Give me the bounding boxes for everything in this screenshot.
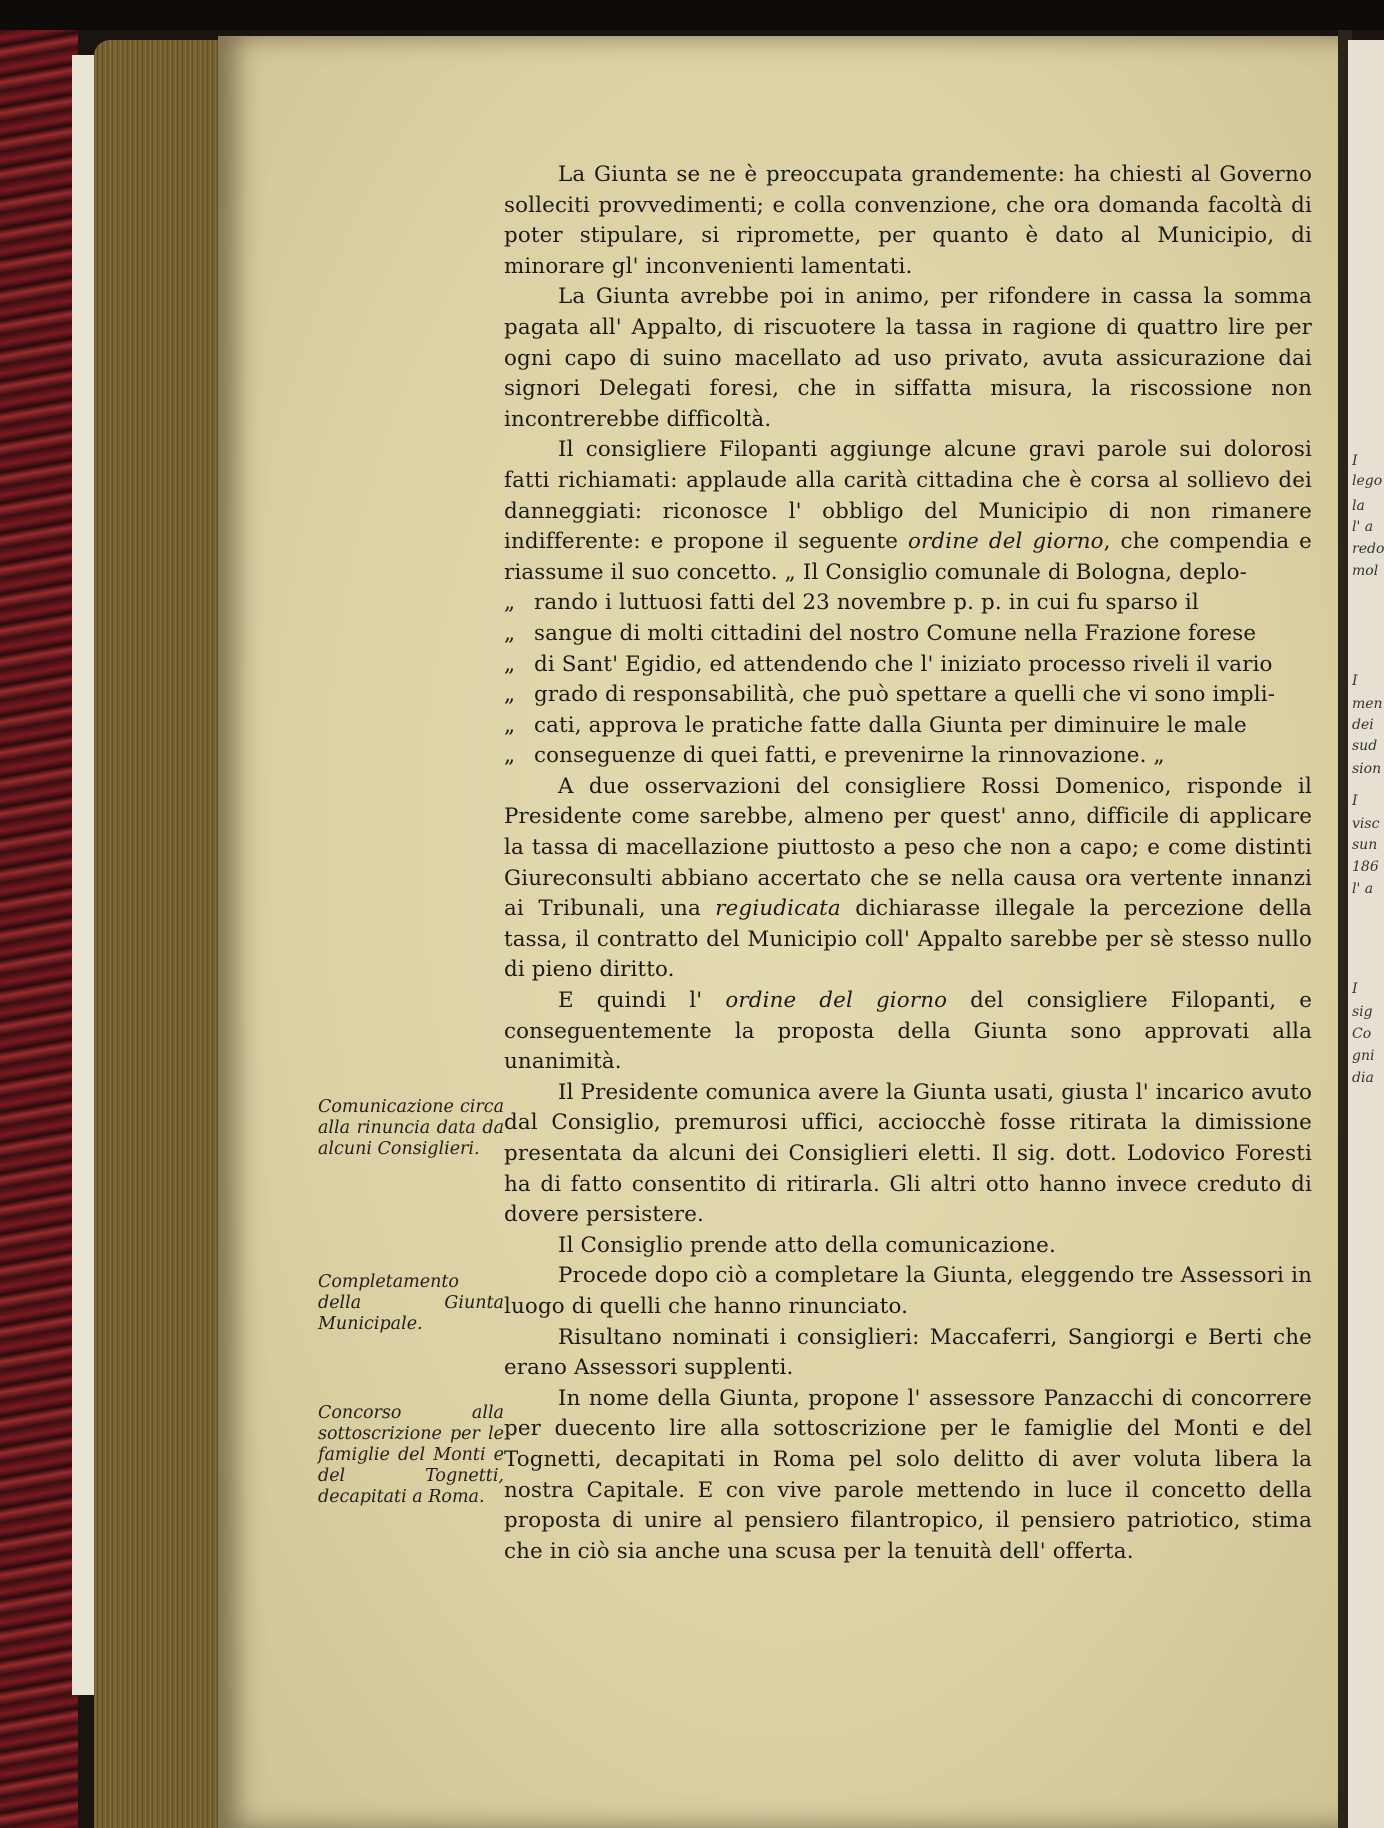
quote-line: „ sangue di molti cittadini del nostro Comune nella Frazione forese [504, 619, 1312, 650]
margin-note: Completamento della Giunta Municipale. [318, 1272, 504, 1334]
facing-page-fragment: sig [1352, 1004, 1373, 1020]
facing-page-fragment: Co [1352, 1026, 1372, 1042]
book-cover-edge [0, 30, 78, 1828]
facing-page-fragment: sud [1352, 738, 1378, 754]
paragraph: La Giunta avrebbe poi in animo, per rifondere in cassa la somma pagata all' Appalto, di riscuotere la tassa in ragione di quattro lire per ogni capo di suino macellato ad uso privato, avuta assicurazione dai signori Delegati foresi, che in siffatta misura, la riscossione non incontrerebbe difficoltà. [504, 284, 1312, 432]
quote-line: „ rando i luttuosi fatti del 23 novembre p. p. in cui fu sparso il [504, 588, 1312, 619]
paragraph-emphasis: ordine del giorno [908, 529, 1104, 555]
facing-page-fragment: visc [1352, 816, 1380, 832]
facing-page-fragment: mol [1352, 563, 1379, 579]
paragraph: Risultano nominati i consiglieri: Maccaferri, Sangiorgi e Berti che erano Assessori supplenti. [504, 1324, 1312, 1381]
facing-page-fragment: gni [1352, 1048, 1375, 1064]
page-edges [94, 40, 220, 1828]
facing-page-fragment: dia [1352, 1070, 1374, 1086]
facing-page-fragment: men [1352, 696, 1383, 712]
paragraph: La Giunta se ne è preoccupata grandemente: ha chiesti al Governo solleciti provvedimenti; e colla convenzione, che ora domanda facoltà di poter stipulare, si ripromette, per quanto è dato al Municipio, di minorare gl' inconvenienti lamentati. [504, 162, 1312, 279]
facing-page-fragment: redo [1352, 541, 1384, 557]
paragraph: In nome della Giunta, propone l' assessore Panzacchi di concorrere per duecento lire alla sottoscrizione per le famiglie del Monti e del Tognetti, decapitati in Roma pel solo delitto di aver voluta libera la nostra Capitale. E con vive parole mettendo in luce il concetto della proposta di unire al pensiero filantropico, il pensiero patriotico, stima che in ciò sia anche una scusa per la tenuità dell' offerta. [504, 1385, 1312, 1564]
facing-page-fragment: dei [1352, 717, 1374, 733]
paragraph-text: E quindi l' [558, 988, 726, 1014]
paragraph-text: A due osservazioni del consigliere Rossi Domenico, risponde il Presidente come sarebbe, almeno per quest' anno, difficile di applicare la tassa di macellazione piuttosto a peso che non a capo; e come distinti Giureconsulti abbiano accertato che se nella causa ora vertente innanzi ai Tribunali, una [504, 773, 1312, 922]
paragraph [504, 772, 1312, 986]
paragraph-emphasis: regiudicata [715, 896, 841, 922]
body-text [504, 160, 1312, 1567]
facing-page-fragment: sun [1352, 837, 1378, 853]
facing-page-fragment: I [1352, 673, 1358, 689]
paragraph [504, 435, 1312, 588]
facing-page-fragment: sion [1352, 761, 1382, 777]
paragraph [504, 986, 1312, 1078]
margin-note: Comunicazione circa alla rinuncia data da alcuni Consiglieri. [318, 1097, 504, 1159]
quote-line: „ cati, approva le pratiche fatte dalla Giunta per diminuire le male [504, 711, 1312, 742]
top-shadow [0, 0, 1384, 30]
facing-page-fragment: I [1352, 793, 1358, 809]
paragraph-text: dichiarasse illegale la percezione della tassa, il contratto del Municipio coll' Appalto sarebbe per sè stesso nullo di pieno diritto. [504, 896, 1312, 983]
quote-line: „ grado di responsabilità, che può spettare a quelli che vi sono impli- [504, 680, 1312, 711]
paragraph: Il Presidente comunica avere la Giunta usati, giusta l' incarico avuto dal Consiglio, premurosi uffici, acciocchè fosse ritirata la dimissione presentata da alcuni dei Consiglieri eletti. Il sig. dott. Lodovico Foresti ha di fatto consentito di ritirarla. Gli altri otto hanno invece creduto di dovere persistere. [504, 1079, 1312, 1228]
facing-page-fragment: l' a [1352, 519, 1374, 535]
facing-page-fragment: la [1352, 498, 1365, 514]
flyleaf [72, 55, 94, 1695]
margin-note: Concorso alla sottoscrizione per le famiglie del Monti e del Tognetti, decapitati a Roma. [318, 1403, 504, 1507]
facing-page-fragment: I [1352, 453, 1358, 469]
quote-line: „ conseguenze di quei fatti, e prevenirne la rinnovazione. „ [504, 741, 1312, 772]
facing-page-fragment: lego [1352, 473, 1383, 489]
paragraph-text: del consigliere Filopanti, e conseguentemente la proposta della Giunta sono approvati alla unanimità. [504, 988, 1313, 1075]
facing-page-fragment: I [1352, 981, 1358, 997]
quote-line: „ di Sant' Egidio, ed attendendo che l' iniziato processo riveli il vario [504, 650, 1312, 681]
paragraph: Il Consiglio prende atto della comunicazione. [558, 1232, 1056, 1258]
paragraph-text: , che compendia e riassume il suo concetto. „ Il Consiglio comunale di Bologna, deplo- [504, 529, 1312, 585]
facing-page-fragment: 186 [1352, 859, 1379, 875]
facing-page-edge [1348, 40, 1384, 1828]
paragraph-emphasis: ordine del giorno [725, 988, 948, 1014]
paragraph-text: Il consigliere Filopanti aggiunge alcune gravi parole sui dolorosi fatti richiamati: applaude alla carità cittadina che è corsa al sollievo dei danneggiati: riconosce l' obbligo del Municipio di non rimanere indifferente: e propone il seguente [504, 437, 1312, 555]
paragraph: Procede dopo ciò a completare la Giunta, eleggendo tre Assessori in luogo di quelli che hanno rinunciato. [504, 1263, 1312, 1319]
facing-page-fragment: l' a [1352, 881, 1374, 897]
